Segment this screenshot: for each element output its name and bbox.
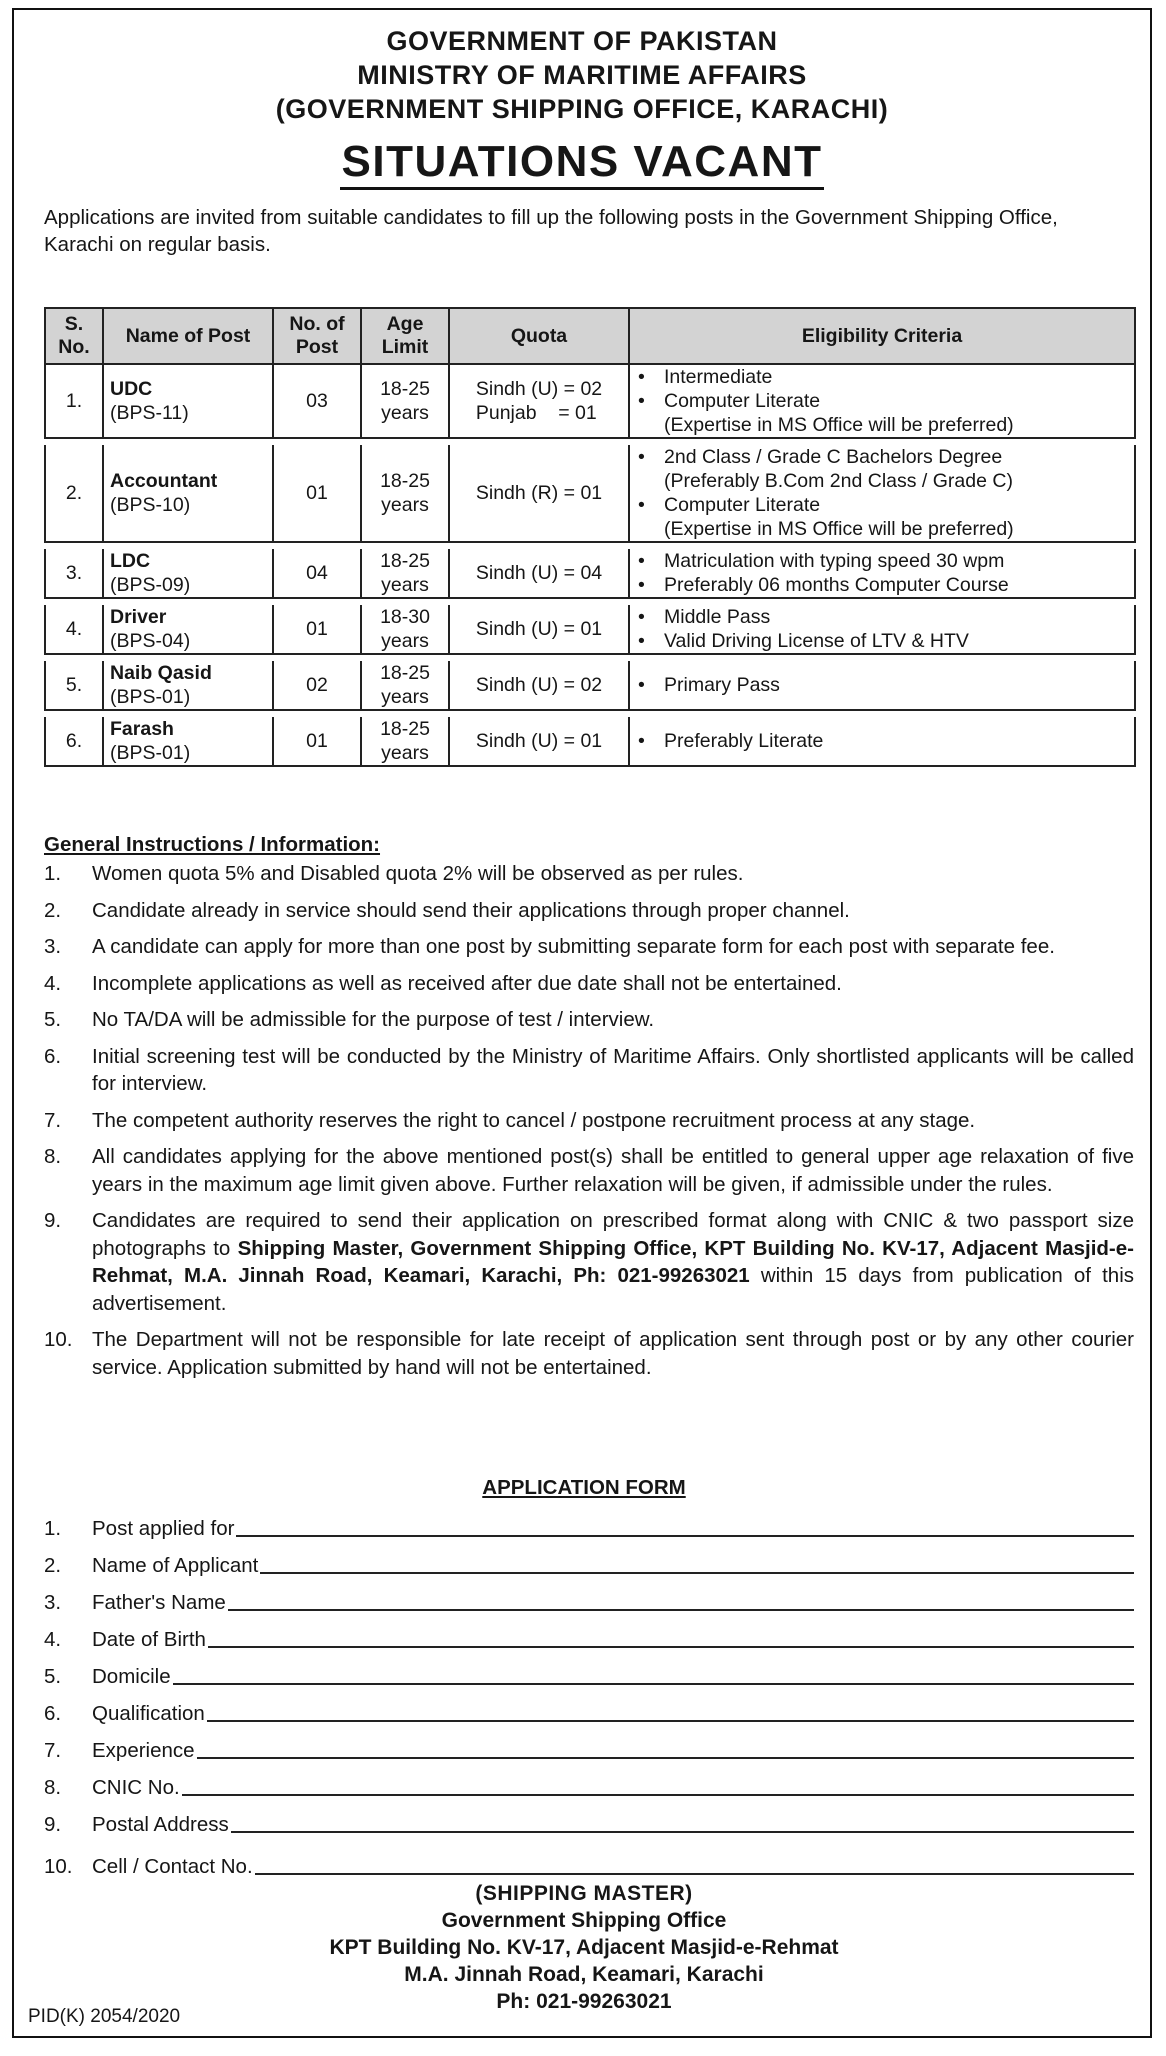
form-field-row bbox=[44, 1652, 1134, 1689]
post-quota-cell bbox=[449, 364, 629, 438]
instruction-text bbox=[92, 1209, 1134, 1315]
post-quota bbox=[476, 377, 602, 425]
post-criteria-cell bbox=[629, 605, 1135, 654]
form-field-row bbox=[44, 1504, 1134, 1541]
table-row bbox=[45, 605, 1135, 654]
form-field-label: Experience bbox=[92, 1739, 195, 1762]
form-field-label: Date of Birth bbox=[92, 1628, 206, 1651]
form-field-blank-line[interactable] bbox=[182, 1794, 1134, 1796]
post-name: Farash bbox=[110, 718, 174, 740]
form-field-row bbox=[44, 1837, 1134, 1879]
instruction-address: Shipping Master, Government Shipping Office, KPT Building No. KV-17, Adjacent Masjid-e-Rehmat, M.A. Jinnah Road, Keamari, Karachi, Ph: 021-99263021 bbox=[92, 1236, 1134, 1287]
table-row bbox=[45, 549, 1135, 598]
post-sno: 4. bbox=[45, 605, 103, 654]
form-field-row bbox=[44, 1800, 1134, 1837]
post-sno: 2. bbox=[45, 445, 103, 542]
post-bps: (BPS-11) bbox=[110, 402, 189, 424]
post-count: 01 bbox=[273, 605, 361, 654]
criteria-item: • Preferably 06 months Computer Course bbox=[636, 573, 1128, 597]
post-name-cell bbox=[103, 445, 273, 542]
form-field-blank-line[interactable] bbox=[260, 1572, 1134, 1574]
post-count: 01 bbox=[273, 445, 361, 542]
quota-line: Sindh (R) = 01 bbox=[475, 482, 603, 504]
instruction-item bbox=[44, 1043, 1134, 1098]
post-name-cell bbox=[103, 549, 273, 598]
quota-line: Punjab = 01 bbox=[475, 402, 597, 424]
post-age-cell bbox=[361, 549, 449, 598]
post-quota bbox=[476, 561, 602, 585]
form-field-row bbox=[44, 1726, 1134, 1763]
application-form-title: APPLICATION FORM bbox=[482, 1476, 686, 1499]
signature-phone: Ph: 021-99263021 bbox=[496, 1990, 672, 2013]
table-row bbox=[45, 445, 1135, 542]
post-bps: (BPS-01) bbox=[110, 742, 191, 764]
post-name: Driver bbox=[110, 606, 167, 628]
post-age-range: 18-25 bbox=[380, 662, 430, 684]
form-field-label: Cell / Contact No. bbox=[92, 1855, 253, 1878]
post-quota bbox=[476, 729, 602, 753]
post-count: 02 bbox=[273, 661, 361, 710]
form-field-blank-line[interactable] bbox=[228, 1609, 1134, 1611]
instruction-number: 2. bbox=[44, 898, 62, 922]
instruction-number: 3. bbox=[44, 935, 62, 958]
post-quota bbox=[476, 617, 602, 641]
instruction-text: A candidate can apply for more than one post by submitting separate form for each post with separate fee. bbox=[92, 935, 1055, 958]
post-age-unit: years bbox=[381, 742, 429, 764]
post-age-unit: years bbox=[381, 402, 429, 424]
general-instructions bbox=[44, 832, 1134, 1390]
post-quota-cell bbox=[449, 661, 629, 710]
form-field-number: 9. bbox=[44, 1813, 62, 1836]
criteria-item: • Primary Pass bbox=[636, 673, 1128, 697]
criteria-list bbox=[636, 605, 1128, 653]
signature-designation: (SHIPPING MASTER) bbox=[475, 1882, 693, 1905]
form-field-number: 7. bbox=[44, 1739, 62, 1762]
instruction-item bbox=[44, 933, 1134, 961]
page-title: SITUATIONS VACANT bbox=[340, 138, 825, 190]
form-field-row bbox=[44, 1578, 1134, 1615]
instruction-number: 10. bbox=[44, 1328, 73, 1351]
header-age-limit: Age Limit bbox=[361, 308, 449, 364]
criteria-list bbox=[636, 549, 1128, 597]
post-sno: 5. bbox=[45, 661, 103, 710]
application-form bbox=[44, 1504, 1134, 1879]
header-ministry: MINISTRY OF MARITIME AFFAIRS bbox=[357, 60, 807, 90]
instruction-item bbox=[44, 1107, 1134, 1135]
instruction-text: The competent authority reserves the right to cancel / postpone recruitment process at any stage. bbox=[92, 1108, 976, 1132]
header-no-of-post: No. of Post bbox=[273, 308, 361, 364]
post-age-range: 18-25 bbox=[380, 550, 430, 572]
criteria-item: • Preferably Literate bbox=[636, 729, 1128, 753]
form-field-label: Father's Name bbox=[92, 1591, 226, 1614]
instruction-text: Initial screening test will be conducted by the Ministry of Maritime Affairs. Only shortlisted applicants will be called for interview. bbox=[92, 1044, 1134, 1095]
instruction-item bbox=[44, 1143, 1134, 1198]
post-age-range: 18-30 bbox=[380, 606, 430, 628]
form-field-blank-line[interactable] bbox=[208, 1646, 1134, 1648]
post-criteria-cell bbox=[629, 661, 1135, 710]
criteria-item: • Intermediate bbox=[636, 365, 1128, 389]
post-age-unit: years bbox=[381, 494, 429, 516]
post-name: LDC bbox=[110, 550, 151, 572]
instruction-text-a: Candidates are required to send their application on prescribed format along with CNIC & two passport size photographs to bbox=[92, 1209, 1134, 1260]
post-age-cell bbox=[361, 661, 449, 710]
form-field-number: 10. bbox=[44, 1855, 73, 1878]
post-count: 04 bbox=[273, 549, 361, 598]
post-bps: (BPS-10) bbox=[110, 494, 191, 516]
post-quota-cell bbox=[449, 445, 629, 542]
posts-table bbox=[44, 307, 1136, 767]
instruction-text: Incomplete applications as well as received after due date shall not be entertained. bbox=[92, 971, 842, 995]
criteria-list bbox=[636, 445, 1128, 541]
post-name: UDC bbox=[110, 378, 153, 400]
instruction-item bbox=[44, 1326, 1134, 1381]
post-name-cell bbox=[103, 364, 273, 438]
form-field-row bbox=[44, 1689, 1134, 1726]
post-quota bbox=[476, 481, 602, 505]
criteria-list bbox=[636, 365, 1128, 437]
post-sno: 3. bbox=[45, 549, 103, 598]
instruction-number: 9. bbox=[44, 1209, 62, 1232]
signature-office: Government Shipping Office bbox=[441, 1909, 727, 1932]
post-age-range: 18-25 bbox=[380, 378, 430, 400]
quota-line: Sindh (U) = 01 bbox=[475, 618, 603, 640]
form-field-label: Domicile bbox=[92, 1665, 171, 1688]
quota-line: Sindh (U) = 01 bbox=[475, 730, 603, 752]
criteria-item: (Expertise in MS Office will be preferred) bbox=[664, 518, 1014, 540]
form-field-number: 3. bbox=[44, 1591, 62, 1614]
post-count: 01 bbox=[273, 717, 361, 766]
quota-line: Sindh (U) = 02 bbox=[475, 674, 603, 696]
post-age-range: 18-25 bbox=[380, 718, 430, 740]
form-field-blank-line[interactable] bbox=[197, 1757, 1134, 1759]
post-bps: (BPS-01) bbox=[110, 686, 191, 708]
criteria-item: (Expertise in MS Office will be preferred) bbox=[664, 414, 1014, 436]
instruction-item bbox=[44, 860, 1134, 888]
table-row bbox=[45, 661, 1135, 710]
instructions-list bbox=[44, 860, 1134, 1381]
post-age-unit: years bbox=[381, 630, 429, 652]
instruction-text: Women quota 5% and Disabled quota 2% will be observed as per rules. bbox=[92, 862, 744, 885]
post-criteria-cell bbox=[629, 364, 1135, 438]
form-field-number: 2. bbox=[44, 1554, 62, 1577]
instruction-number: 6. bbox=[44, 1044, 62, 1068]
instruction-text: Candidate already in service should send their applications through proper channel. bbox=[92, 898, 850, 922]
form-field-label: Postal Address bbox=[92, 1813, 229, 1836]
post-sno: 1. bbox=[45, 364, 103, 438]
signature-road: M.A. Jinnah Road, Keamari, Karachi bbox=[404, 1963, 764, 1986]
intro-paragraph: Applications are invited from suitable candidates to fill up the following posts in the Government Shipping Office, Karachi on regular basis. bbox=[44, 206, 1058, 256]
table-row bbox=[45, 717, 1135, 766]
instruction-item bbox=[44, 897, 1134, 925]
instructions-title: General Instructions / Information: bbox=[44, 833, 381, 856]
post-age-cell bbox=[361, 717, 449, 766]
quota-line: Sindh (U) = 02 bbox=[475, 378, 603, 400]
table-row bbox=[45, 364, 1135, 438]
form-field-number: 8. bbox=[44, 1776, 62, 1799]
instruction-item bbox=[44, 970, 1134, 998]
post-count: 03 bbox=[273, 364, 361, 438]
quota-line: Sindh (U) = 04 bbox=[475, 562, 603, 584]
instruction-number: 5. bbox=[44, 1008, 62, 1031]
signature-block bbox=[14, 1880, 1154, 2015]
post-name-cell bbox=[103, 605, 273, 654]
post-name: Naib Qasid bbox=[110, 662, 212, 684]
post-quota-cell bbox=[449, 549, 629, 598]
post-criteria-cell bbox=[629, 717, 1135, 766]
post-age-range: 18-25 bbox=[380, 470, 430, 492]
form-field-blank-line[interactable] bbox=[236, 1535, 1134, 1537]
form-field-row bbox=[44, 1541, 1134, 1578]
instruction-text: The Department will not be responsible for late receipt of application sent through post or by any other courier service. Application submitted by hand will not be entertained. bbox=[92, 1328, 1134, 1379]
instruction-number: 4. bbox=[44, 971, 62, 995]
form-field-blank-line[interactable] bbox=[173, 1683, 1134, 1685]
form-field-blank-line[interactable] bbox=[231, 1831, 1134, 1833]
form-field-number: 4. bbox=[44, 1628, 62, 1651]
post-quota bbox=[476, 673, 602, 697]
instruction-number: 1. bbox=[44, 862, 62, 885]
post-name-cell bbox=[103, 661, 273, 710]
post-criteria-cell bbox=[629, 549, 1135, 598]
instruction-text-b: within 15 days from publication of this advertisement. bbox=[92, 1264, 1134, 1315]
post-criteria-cell bbox=[629, 445, 1135, 542]
criteria-list bbox=[636, 729, 1128, 753]
instruction-text: No TA/DA will be admissible for the purpose of test / interview. bbox=[92, 1008, 655, 1031]
form-field-label: Qualification bbox=[92, 1702, 205, 1725]
instruction-item bbox=[44, 1006, 1134, 1034]
instruction-text: All candidates applying for the above mentioned post(s) shall be entitled to general upper age relaxation of five years in the maximum age limit given above. Further relaxation will be given, if admissible under the rules. bbox=[92, 1145, 1134, 1196]
criteria-item: • Middle Pass bbox=[636, 605, 1128, 629]
post-quota-cell bbox=[449, 605, 629, 654]
instruction-number: 7. bbox=[44, 1108, 62, 1132]
header-quota: Quota bbox=[449, 308, 629, 364]
form-field-label: Post applied for bbox=[92, 1517, 235, 1540]
criteria-item: • Computer Literate bbox=[636, 389, 1128, 413]
table-header-row bbox=[45, 308, 1135, 364]
header-office: (GOVERNMENT SHIPPING OFFICE, KARACHI) bbox=[275, 94, 889, 124]
post-bps: (BPS-04) bbox=[110, 630, 191, 652]
instruction-item bbox=[44, 1207, 1134, 1317]
header-name-of-post: Name of Post bbox=[103, 308, 273, 364]
header-government: GOVERNMENT OF PAKISTAN bbox=[386, 26, 778, 56]
criteria-list bbox=[636, 673, 1128, 697]
advertisement-page bbox=[12, 8, 1152, 2038]
post-sno: 6. bbox=[45, 717, 103, 766]
form-field-row bbox=[44, 1763, 1134, 1800]
criteria-item: • Computer Literate bbox=[636, 493, 1128, 517]
pid-number: PID(K) 2054/2020 bbox=[28, 2006, 181, 2027]
criteria-item: • Valid Driving License of LTV & HTV bbox=[636, 629, 1128, 653]
form-field-blank-line[interactable] bbox=[255, 1873, 1134, 1875]
form-field-number: 1. bbox=[44, 1517, 62, 1540]
form-field-row bbox=[44, 1615, 1134, 1652]
post-bps: (BPS-09) bbox=[110, 574, 191, 596]
criteria-item: • 2nd Class / Grade C Bachelors Degree bbox=[636, 445, 1128, 469]
criteria-item: • Matriculation with typing speed 30 wpm bbox=[636, 549, 1128, 573]
form-field-label: CNIC No. bbox=[92, 1776, 180, 1799]
form-field-number: 5. bbox=[44, 1665, 62, 1688]
post-name-cell bbox=[103, 717, 273, 766]
header-eligibility: Eligibility Criteria bbox=[629, 308, 1135, 364]
post-age-unit: years bbox=[381, 574, 429, 596]
post-age-cell bbox=[361, 445, 449, 542]
signature-building: KPT Building No. KV-17, Adjacent Masjid-e-Rehmat bbox=[329, 1936, 839, 1959]
header-sno: S. No. bbox=[45, 308, 103, 364]
post-name: Accountant bbox=[110, 470, 218, 492]
post-quota-cell bbox=[449, 717, 629, 766]
criteria-item: (Preferably B.Com 2nd Class / Grade C) bbox=[664, 470, 1013, 492]
post-age-unit: years bbox=[381, 686, 429, 708]
form-field-number: 6. bbox=[44, 1702, 62, 1725]
post-age-cell bbox=[361, 364, 449, 438]
instruction-number: 8. bbox=[44, 1145, 62, 1168]
form-field-blank-line[interactable] bbox=[207, 1720, 1134, 1722]
post-age-cell bbox=[361, 605, 449, 654]
form-field-label: Name of Applicant bbox=[92, 1554, 259, 1577]
